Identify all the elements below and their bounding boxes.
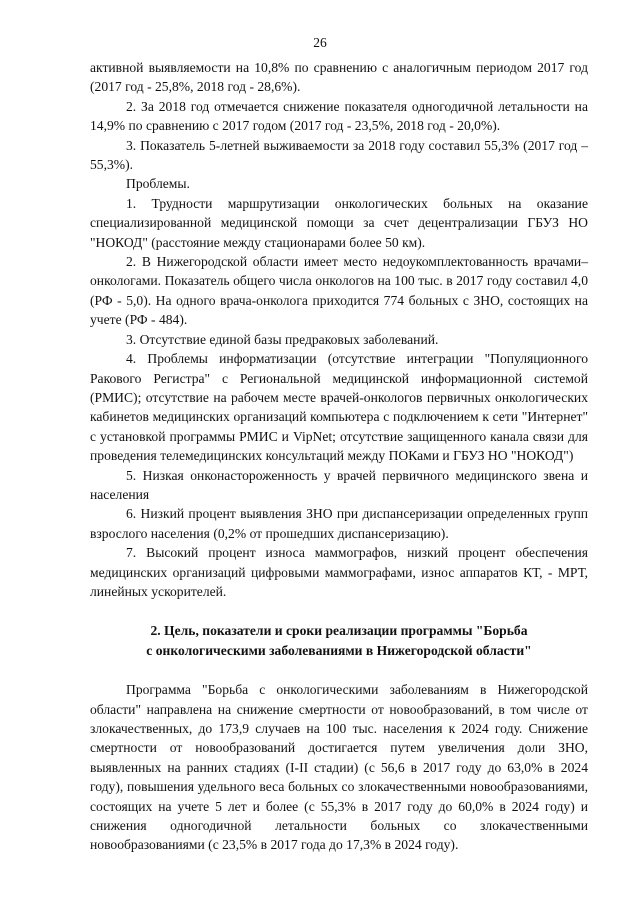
paragraph-continuation: активной выявляемости на 10,8% по сравнению с аналогичным периодом 2017 год (2017 год - 25,8%, 2018 год - 28,6%). [90, 60, 588, 95]
section-heading [90, 621, 588, 660]
problem-item-6: 6. Низкий процент выявления ЗНО при диспансеризации определенных групп взрослого населения (0,2% от прошедших диспансеризацию). [90, 506, 588, 541]
problem-item-2: 2. В Нижегородской области имеет место недоукомплектованность врачами–онкологами. Показатель общего числа онкологов на 100 тыс. в 2017 году составил 4,0 (РФ - 5,0). На одного врача-онколога приходится 774 больных с ЗНО, состоящих на учете (РФ - 484). [90, 254, 588, 328]
page-number: 26 [313, 35, 327, 50]
problem-item-3: 3. Отсутствие единой базы предраковых заболеваний. [126, 331, 439, 347]
problem-item-4: 4. Проблемы информатизации (отсутствие интеграции "Популяционного Ракового Регистра" с Региональной медицинской информационной системой (РМИС); отсутствие на рабочем месте врачей-онкологов первичных онкологических кабинетов медицинских организаций компьютера с подключением к сети "Интернет" с установкой программы РМИС и VipNet; отсутствие защищенного канала связи для проведения телемедицинских консультаций между ПОКами и ГБУЗ НО "НОКОД") [90, 351, 588, 464]
problems-heading: Проблемы. [126, 176, 190, 192]
problem-item-7: 7. Высокий процент износа маммографов, низкий процент обеспечения медицинских организаций цифровыми маммографами, износ аппаратов КТ, - МРТ, линейных ускорителей. [90, 545, 588, 599]
section-heading-line-2: с онкологическими заболеваниями в Нижегородской области" [146, 642, 532, 658]
problem-item-1: 1. Трудности маршрутизации онкологических больных на оказание специализированной медицинской помощи за счет децентрализации ГБУЗ НО "НОКОД" (расстояние между стационарами более 50 км). [90, 195, 588, 250]
section-body-paragraph: Программа "Борьба с онкологическими заболеваниям в Нижегородской области" направлена на снижение смертности от новообразований, в том числе от злокачественных, до 173,9 случаев на 100 тыс. населения к 2024 году. Снижение смертности от новообразований достигается путем увеличения доли ЗНО, выявленных на ранних стадиях (I-II стадии) (с 56,6 в 2017 году до 63,0% в 2024 году), повышения удельного веса больных со злокачественными новообразованиями, состоящих на учете 5 лет и более (с 55,3% в 2017 году до 60,0% в 2024 году) и снижения одногодичной летальности больных со злокачественными новообразованиями (с 23,5% в 2017 года до 17,3% в 2024 году). [90, 682, 588, 853]
section-heading-line-1: 2. Цель, показатели и сроки реализации программы "Борьба [150, 623, 528, 639]
paragraph-survival: 3. Показатель 5-летней выживаемости за 2018 году составил 55,3% (2017 год – 55,3%). [90, 137, 588, 173]
paragraph-lethality: 2. За 2018 год отмечается снижение показателя одногодичной летальности на 14,9% по сравнению с 2017 годом (2017 год - 23,5%, 2018 год - 20,0%). [90, 98, 588, 134]
problem-item-5: 5. Низкая онконастороженность у врачей первичного медицинского звена и населения [90, 467, 588, 502]
document-body [90, 58, 588, 855]
